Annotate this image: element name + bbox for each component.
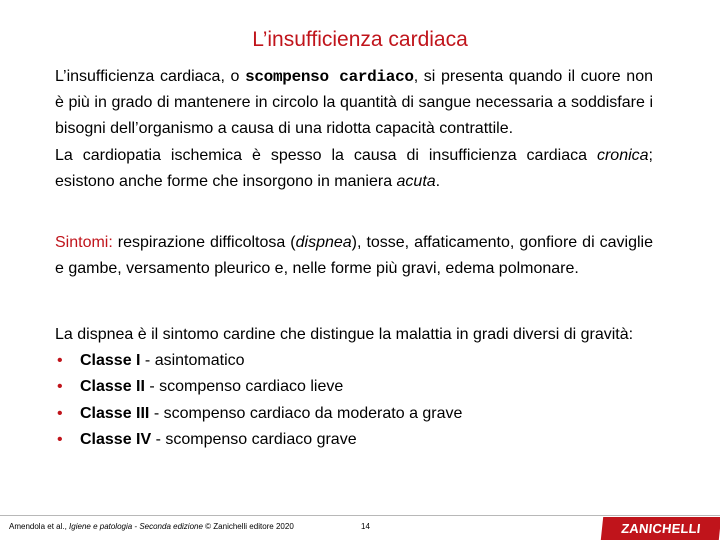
intro-text-post: , si presenta quando il cuore non è più in grado di mantenere in circolo la quantità di sangue necessaria a soddisfare i bisogni dell’organismo a causa di una ridotta capacità contrattile.: [55, 68, 653, 138]
symptoms-paragraph: [55, 230, 653, 282]
symptoms-label: Sintomi:: [55, 234, 113, 251]
footer-book-title: Igiene e patologia - Seconda edizione: [69, 522, 203, 531]
intro-text-pre: L’insufficienza cardiaca, o: [55, 68, 246, 85]
class-description: - asintomatico: [140, 352, 245, 370]
zanichelli-logo: ZANICHELLI: [601, 517, 720, 540]
list-item: [55, 374, 653, 400]
list-item: [55, 348, 653, 374]
class-description: - scompenso cardiaco grave: [151, 430, 357, 448]
slide-title: L’insufficienza cardiaca: [252, 28, 468, 51]
intro-keyword: scompenso cardiaco: [245, 68, 414, 86]
cause-acute: acuta: [396, 172, 436, 190]
bullet-icon: •: [57, 430, 63, 448]
intro-paragraph: [55, 64, 653, 195]
list-item: [55, 427, 653, 453]
class-name: Classe II: [80, 378, 145, 396]
symptoms-dyspnea: dispnea: [295, 234, 352, 251]
classes-intro: La dispnea è il sintomo cardine che distingue la malattia in gradi diversi di gravità:: [55, 326, 634, 343]
footer-credit: [9, 522, 294, 531]
footer-copyright: © Zanichelli editore 2020: [202, 522, 294, 531]
symptoms-text-post: ), tosse, affaticamento, gonfiore di caviglie e gambe, versamento pleurico e, nelle forme più gravi, edema polmonare.: [55, 234, 653, 278]
cause-chronic: cronica: [596, 146, 649, 164]
list-item: [55, 401, 653, 427]
cause-text-pre: La cardiopatia ischemica è spesso la causa di insufficienza cardiaca: [55, 146, 597, 164]
class-name: Classe I: [80, 352, 141, 370]
class-description: - scompenso cardiaco lieve: [144, 378, 344, 396]
symptoms-text-pre: respirazione difficoltosa (: [112, 234, 296, 251]
class-name: Classe IV: [80, 430, 152, 448]
class-description: - scompenso cardiaco da moderato a grave: [149, 404, 463, 422]
footer-credit-pre: Amendola et al.,: [9, 522, 70, 531]
classes-list: [55, 348, 653, 453]
classes-paragraph: [55, 322, 653, 453]
bullet-icon: •: [57, 352, 63, 370]
class-name: Classe III: [80, 404, 150, 422]
footer-divider: [0, 515, 720, 516]
bullet-icon: •: [57, 404, 63, 422]
bullet-icon: •: [57, 378, 63, 396]
cause-text-mid: ; esistono anche forme che insorgono in maniera: [55, 146, 653, 190]
page-number: 14: [361, 522, 370, 531]
cause-text-end: .: [435, 172, 441, 190]
